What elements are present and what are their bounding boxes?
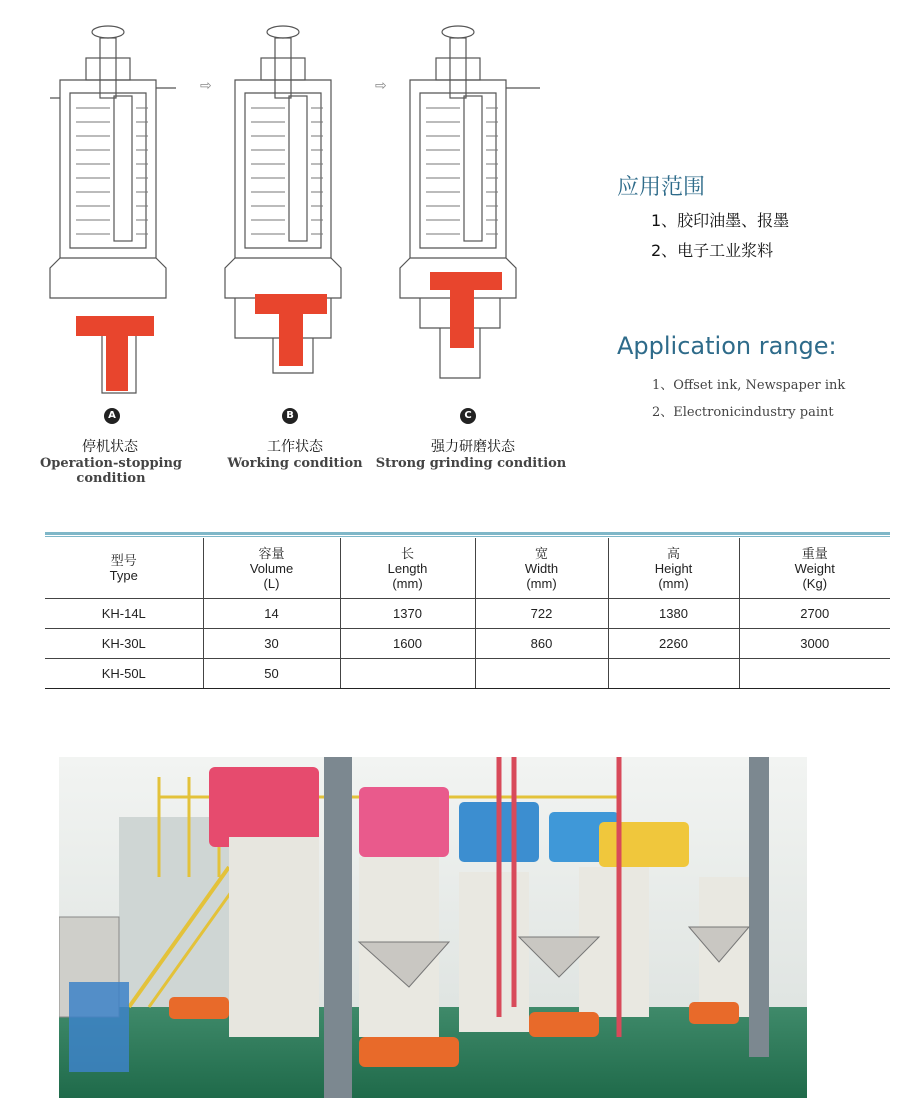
application-item-cn-1: 1、胶印油墨、报墨 — [651, 211, 790, 230]
caption-en-b: Working condition — [227, 456, 363, 471]
table-top-rule-thin — [45, 536, 890, 537]
header-type: 型号 Type — [45, 538, 203, 599]
table-header-row — [45, 538, 890, 599]
caption-cn-b: 工作状态 — [267, 439, 323, 455]
badge-a: A — [104, 408, 120, 424]
cell-volume: 50 — [203, 659, 340, 689]
factory-photo — [59, 757, 807, 1098]
cell-weight — [739, 659, 890, 689]
header-width: 宽 Width (mm) — [475, 538, 608, 599]
caption-en-c: Strong grinding condition — [375, 456, 567, 471]
caption-en-a: Operation-stopping condition — [39, 456, 183, 486]
diagram-operation-stopping — [40, 18, 220, 408]
cell-height: 1380 — [608, 599, 739, 629]
spec-table — [45, 538, 890, 689]
cell-width — [475, 659, 608, 689]
cell-weight: 3000 — [739, 629, 890, 659]
caption-cn-a: 停机状态 — [82, 439, 138, 455]
badge-b: B — [282, 408, 298, 424]
application-item-en-2: 2、Electronicindustry paint — [652, 405, 834, 420]
arrow-icon: ⇨ — [375, 78, 387, 94]
diagram-working — [215, 18, 395, 408]
application-item-en-1: 1、Offset ink, Newspaper ink — [652, 378, 846, 393]
grinder-diagram-c — [390, 18, 570, 408]
badge-c: C — [460, 408, 476, 424]
application-title-en: Application range: — [617, 332, 837, 360]
cell-type: KH-50L — [45, 659, 203, 689]
cell-height: 2260 — [608, 629, 739, 659]
cell-volume: 14 — [203, 599, 340, 629]
grinder-diagram-b — [215, 18, 395, 408]
factory-illustration — [59, 757, 807, 1098]
diagram-strong-grinding — [390, 18, 570, 408]
cell-weight: 2700 — [739, 599, 890, 629]
cell-type: KH-30L — [45, 629, 203, 659]
arrow-icon: ⇨ — [200, 78, 212, 94]
cell-length: 1600 — [340, 629, 475, 659]
cell-height — [608, 659, 739, 689]
application-title-cn: 应用范围 — [617, 175, 706, 200]
cell-width: 722 — [475, 599, 608, 629]
header-height: 高 Height (mm) — [608, 538, 739, 599]
application-item-cn-2: 2、电子工业浆料 — [651, 241, 774, 260]
header-length: 长 Length (mm) — [340, 538, 475, 599]
caption-cn-c: 强力研磨状态 — [431, 439, 515, 455]
table-top-rule — [45, 532, 890, 535]
cell-volume: 30 — [203, 629, 340, 659]
header-volume: 容量 Volume (L) — [203, 538, 340, 599]
cell-type: KH-14L — [45, 599, 203, 629]
grinder-diagram-a — [40, 18, 220, 408]
table-row — [45, 659, 890, 689]
table-row — [45, 629, 890, 659]
cell-width: 860 — [475, 629, 608, 659]
cell-length — [340, 659, 475, 689]
table-row — [45, 599, 890, 629]
header-weight: 重量 Weight (Kg) — [739, 538, 890, 599]
cell-length: 1370 — [340, 599, 475, 629]
